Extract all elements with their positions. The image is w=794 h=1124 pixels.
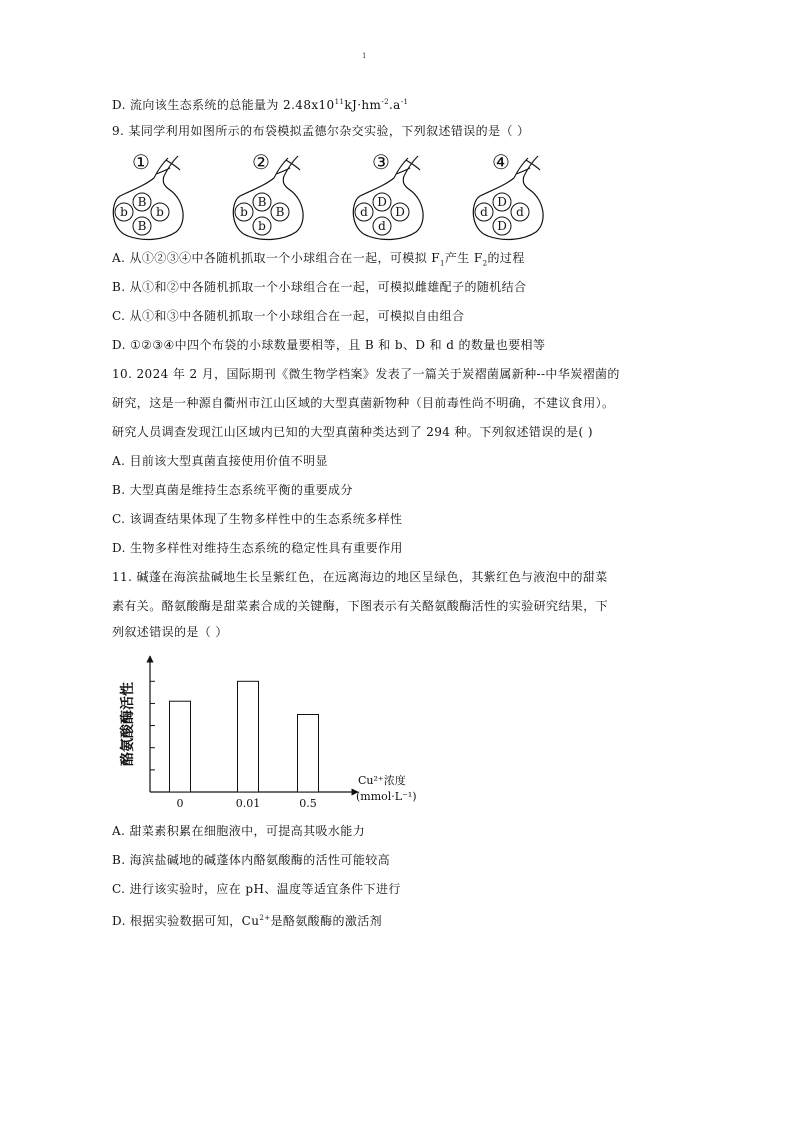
q10-stem-line3: 研究人员调查发现江山区域内已知的大型真菌种类达到了 294 种。下列叙述错误的是( ) [112, 425, 593, 439]
x-axis-unit: (mmol·L⁻¹) [356, 790, 417, 803]
q9-option-d: D. ①②③④中四个布袋的小球数量要相等，且 B 和 b、D 和 d 的数量也要相等 [112, 338, 546, 352]
ball-label: B [137, 195, 147, 209]
q8-option-d-unit: kJ·hm [344, 98, 382, 112]
q10-option-d: D. 生物多样性对维持生态系统的稳定性具有重要作用 [112, 541, 403, 555]
q9-option-a-post: 的过程 [487, 251, 525, 265]
q10-stem-line2: 研究，这是一种源自衢州市江山区域的大型真菌新物种（目前毒性尚不明确，不建议食用）。 [112, 396, 615, 410]
bar-0.01 [238, 681, 259, 792]
ball-label: B [257, 195, 267, 209]
q9-bags-figure [108, 150, 548, 242]
ball-label: d [378, 219, 386, 233]
bag-2 [233, 150, 303, 239]
q9-option-b: B. 从①和②中各随机抓取一个小球组合在一起，可模拟雌雄配子的随机结合 [112, 280, 527, 294]
ball-label: d [516, 205, 524, 219]
ball-label: b [120, 205, 128, 219]
bag-string [274, 156, 300, 178]
q11-option-c: C. 进行该实验时，应在 pH、温度等适宜条件下进行 [112, 882, 401, 896]
q11-stem-line1: 11. 碱蓬在海滨盐碱地生长呈紫红色，在远离海边的地区呈绿色，其紫红色与液泡中的甜菜 [112, 570, 608, 584]
bag-4 [473, 150, 543, 239]
page-number: 1 [362, 52, 367, 60]
q11-stem-line2: 素有关。酪氨酸酶是甜菜素合成的关键酶，下图表示有关酪氨酸酶活性的实验研究结果，下 [112, 599, 609, 613]
q11-option-b: B. 海滨盐碱地的碱蓬体内酪氨酸酶的活性可能较高 [112, 853, 391, 867]
q9-option-a [112, 250, 525, 271]
q11-option-d-post: 是酪氨酸酶的激活剂 [270, 914, 383, 928]
ball-label: b [258, 219, 266, 233]
q9-option-a-sub2: 2 [482, 259, 488, 268]
ball-label: D [377, 195, 387, 209]
q8-option-d-text: D. 流向该生态系统的总能量为 2.48x10 [112, 98, 335, 112]
bag-string [154, 156, 180, 178]
q9-option-a-mid: 产生 F [444, 251, 483, 265]
q10-option-c: C. 该调查结果体现了生物多样性中的生态系统多样性 [112, 512, 403, 526]
x-tick-label: 0.5 [299, 797, 317, 810]
ball-label: b [240, 205, 248, 219]
q8-option-d-tail-exp: -1 [400, 98, 409, 106]
q8-option-d-exp: 11 [334, 98, 345, 106]
q9-option-c: C. 从①和③中各随机抓取一个小球组合在一起，可模拟自由组合 [112, 309, 465, 323]
q9-option-a-sub1: 1 [440, 259, 445, 268]
q8-option-d-unit-exp: -2 [381, 98, 389, 106]
bag-number: ③ [372, 150, 390, 174]
bag-3 [353, 150, 423, 239]
q11-option-a: A. 甜菜素积累在细胞液中，可提高其吸水能力 [112, 824, 366, 838]
ball-label: d [360, 205, 368, 219]
x-axis-label: Cu²⁺浓度 [358, 774, 406, 787]
bag-number: ④ [492, 150, 510, 174]
q9-option-a-pre: A. 从①②③④中各随机抓取一个小球组合在一起，可模拟 F [112, 251, 441, 265]
ball-label: d [480, 205, 488, 219]
bag-number: ② [252, 150, 270, 174]
ball-label: B [275, 205, 285, 219]
q11-option-d-sup: 2+ [259, 914, 271, 922]
q8-option-d-tail: .a [388, 98, 401, 112]
bag-1 [113, 150, 183, 239]
ball-label: D [497, 219, 507, 233]
x-tick-label: 0.01 [235, 797, 261, 810]
q11-bar-chart [112, 650, 422, 810]
y-axis-label: 酪氨酸酶活性 [120, 682, 136, 766]
bag-string [394, 156, 420, 178]
q11-stem-line3: 列叙述错误的是（ ） [112, 625, 228, 639]
q11-option-d [112, 910, 382, 929]
ball-label: B [137, 219, 147, 233]
bar-0 [170, 701, 191, 792]
bag-string [514, 156, 540, 178]
bar-0.5 [298, 715, 319, 793]
x-tick-label: 0 [176, 797, 184, 810]
ball-label: D [395, 205, 405, 219]
q10-stem-line1: 10. 2024 年 2 月，国际期刊《微生物学档案》发表了一篇关于炭褶菌属新种--中华炭褶菌的 [112, 367, 620, 381]
ball-label: b [156, 205, 164, 219]
q9-stem: 9. 某同学利用如图所示的布袋模拟孟德尔杂交实验，下列叙述错误的是（ ） [112, 124, 530, 138]
q11-option-d-pre: D. 根据实验数据可知，Cu [112, 914, 260, 928]
q8-option-d [112, 94, 408, 113]
q10-option-a: A. 目前该大型真菌直接使用价值不明显 [112, 454, 328, 468]
bag-number: ① [132, 150, 150, 174]
ball-label: D [497, 195, 507, 209]
q10-option-b: B. 大型真菌是维持生态系统平衡的重要成分 [112, 483, 353, 497]
